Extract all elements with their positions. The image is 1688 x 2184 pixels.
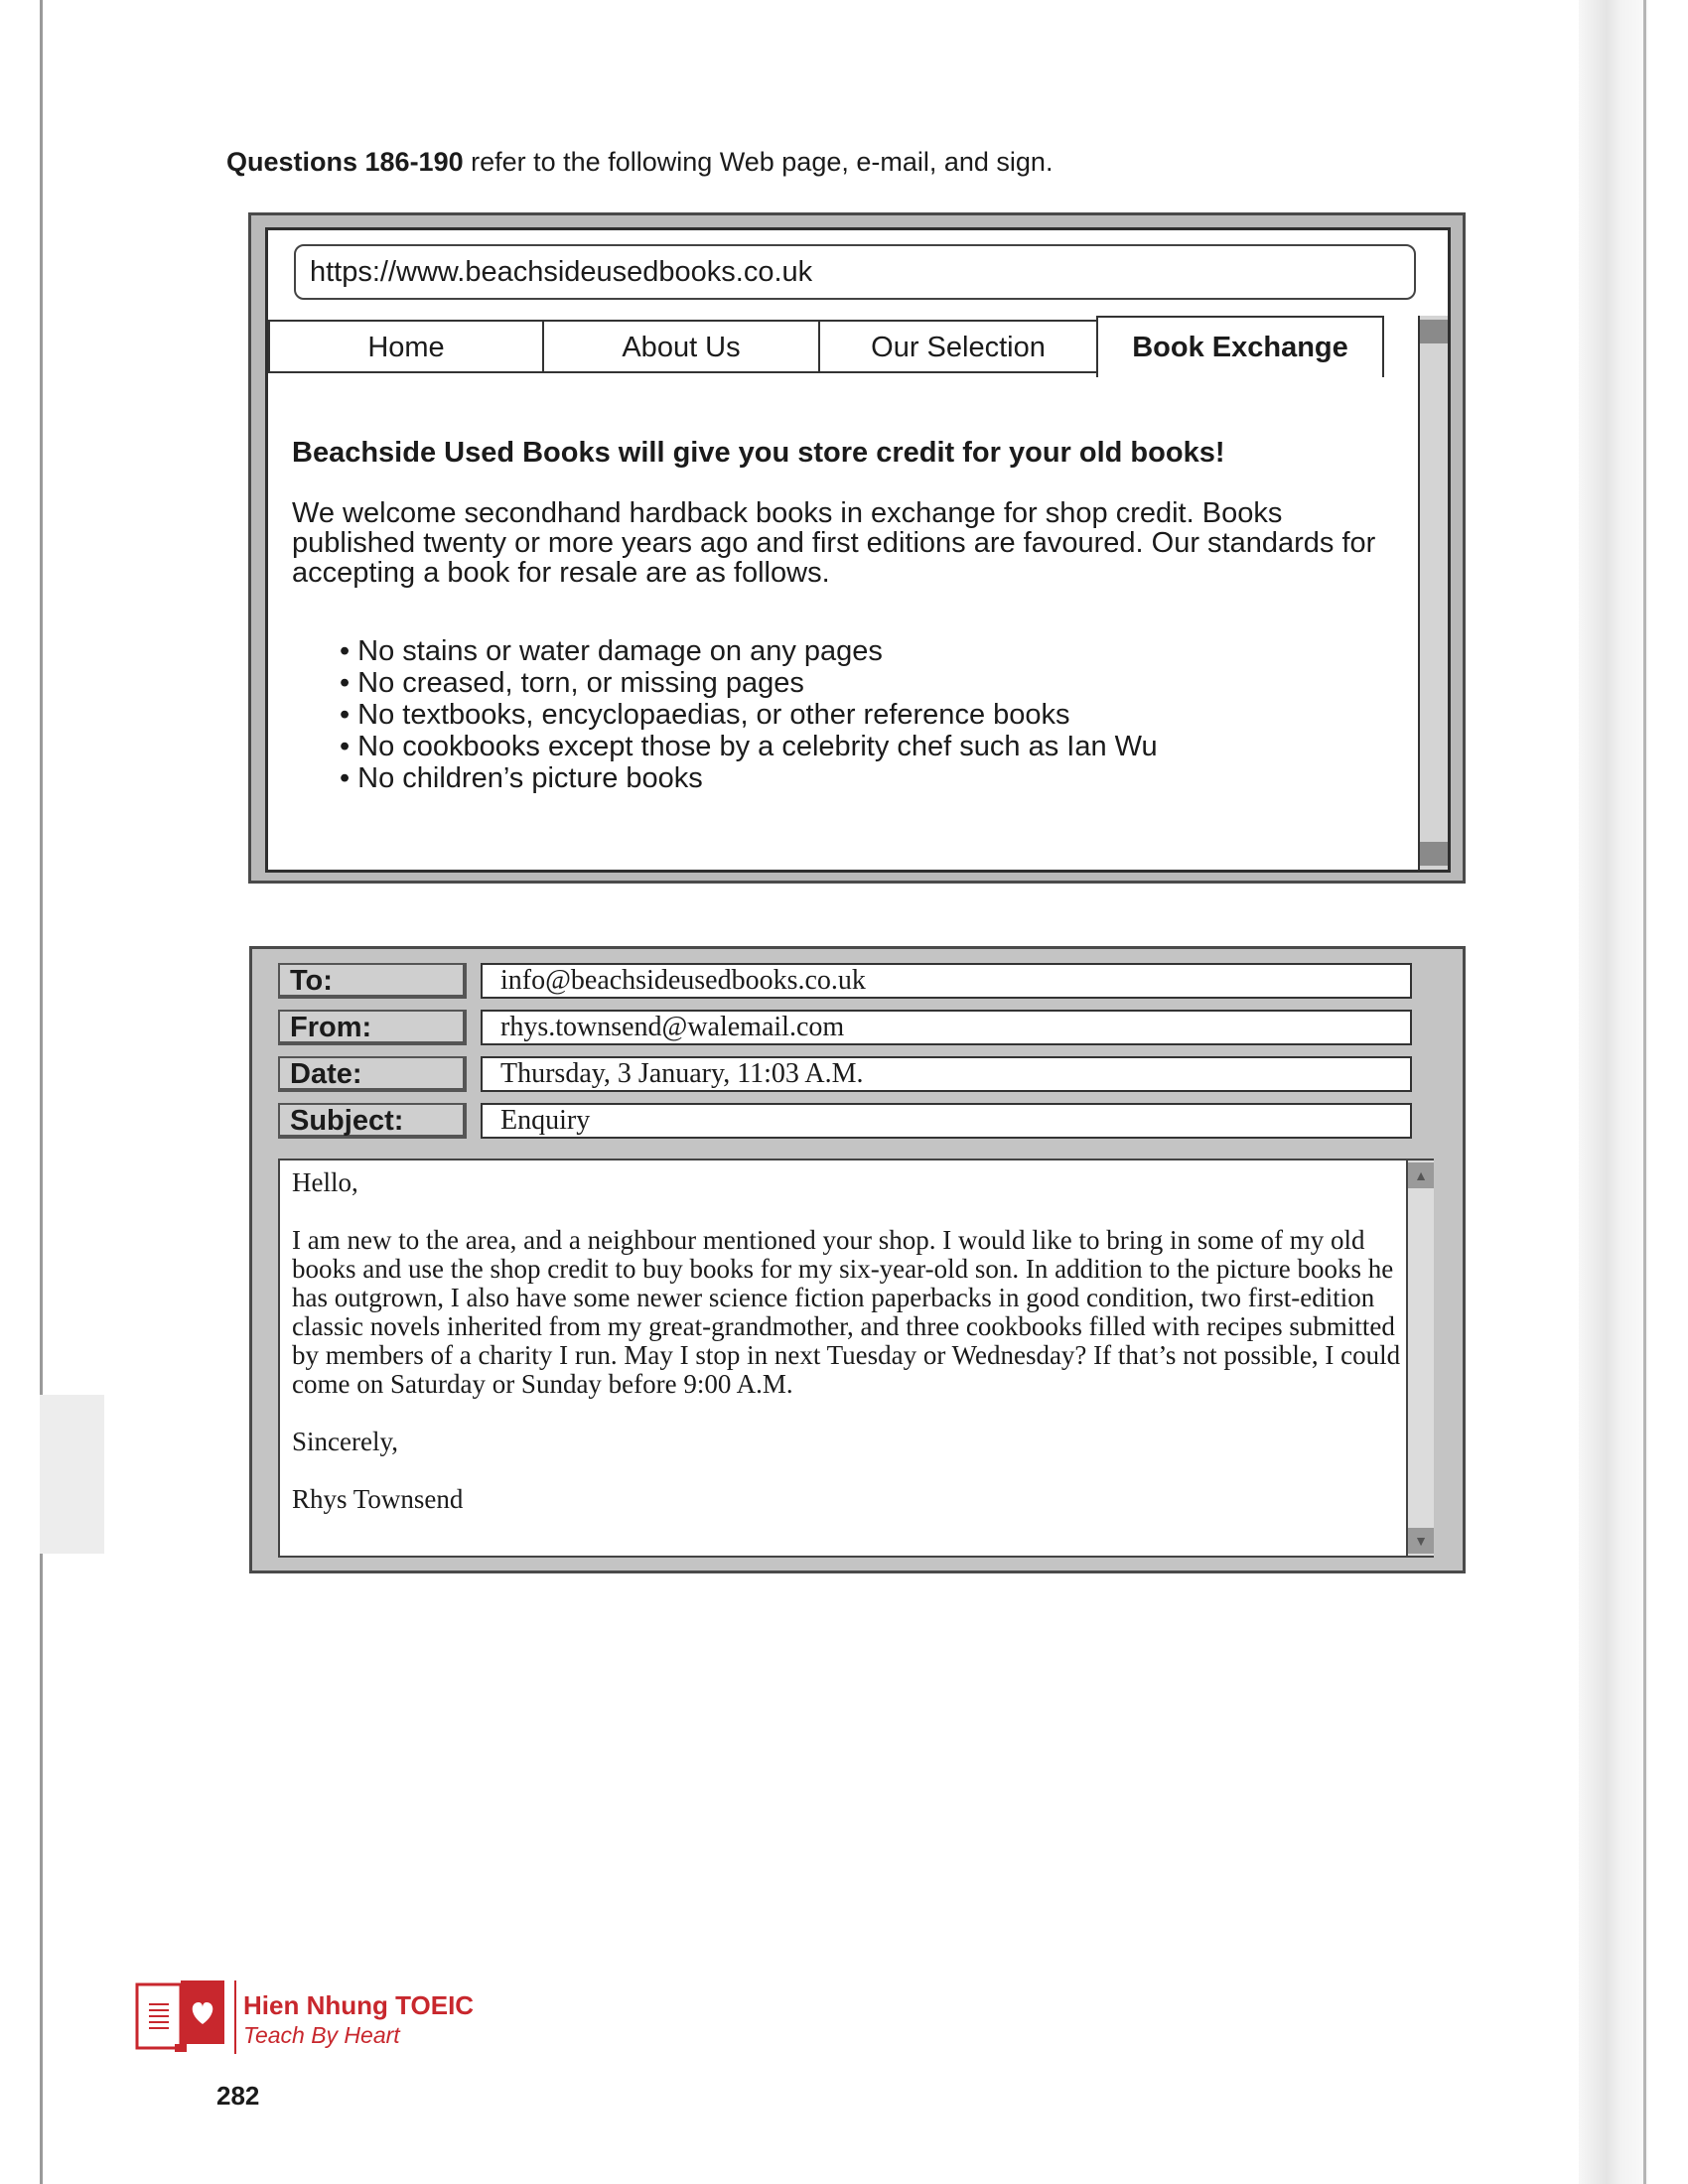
page-right-edge (1579, 0, 1648, 2184)
email-scrollbar[interactable] (1406, 1160, 1434, 1556)
page-number: 282 (216, 2081, 260, 2111)
scrollbar-top-thumb[interactable] (1420, 320, 1448, 343)
list-item: • No children’s picture books (340, 762, 1158, 794)
questions-intro-text: refer to the following Web page, e-mail, and sign. (463, 147, 1054, 177)
logo-divider (234, 1980, 236, 2054)
tab-about-us[interactable]: About Us (542, 320, 820, 373)
list-item: • No creased, torn, or missing pages (340, 667, 1158, 699)
acceptance-standards-list (340, 635, 1158, 794)
from-label: From: (278, 1010, 467, 1045)
email-message (292, 1168, 1404, 1543)
web-page-viewport (265, 227, 1451, 873)
date-field[interactable]: Thursday, 3 January, 11:03 A.M. (481, 1056, 1412, 1092)
list-item: • No textbooks, encyclopaedias, or other reference books (340, 699, 1158, 731)
web-page-body: We welcome secondhand hardback books in exchange for shop credit. Books published twenty or more years ago and first editions are favoured. Our standards for accepting a book for resale are as follows. (292, 497, 1376, 589)
email-greeting: Hello, (292, 1167, 358, 1197)
scroll-up-icon[interactable]: ▲ (1408, 1162, 1434, 1188)
web-page-scrollbar[interactable] (1418, 316, 1448, 870)
to-field[interactable]: info@beachsideusedbooks.co.uk (481, 963, 1412, 999)
brand-name: Hien Nhung TOEIC (243, 1990, 475, 2020)
page-left-shade (40, 1395, 104, 1554)
email-signature: Rhys Townsend (292, 1484, 464, 1514)
tab-home[interactable]: Home (268, 320, 544, 373)
brand-tagline: Teach By Heart (243, 2022, 400, 2048)
list-item: • No cookbooks except those by a celebrity chef such as Ian Wu (340, 731, 1158, 762)
subject-field[interactable]: Enquiry (481, 1103, 1412, 1139)
tab-book-exchange[interactable]: Book Exchange (1096, 316, 1384, 377)
to-label: To: (278, 963, 467, 999)
questions-intro (226, 147, 1053, 178)
email-paragraph: I am new to the area, and a neighbour mentioned your shop. I would like to bring in some of my old books and use the shop credit to buy books for my six-year-old son. In addition to the picture books he has outgrown, I also have some newer science fiction paperbacks in good condition, two first-edition classic novels inherited from my great-grandmother, and three cookbooks filled with recipes submitted by members of a charity I run. May I stop in next Tuesday or Wednesday? If that’s not possible, I could come on Saturday or Sunday before 9:00 A.M. (292, 1225, 1401, 1399)
questions-range: Questions 186-190 (226, 147, 464, 177)
email-closing: Sincerely, (292, 1427, 398, 1456)
subject-label: Subject: (278, 1103, 467, 1139)
book-heart-logo-icon (135, 1980, 226, 2054)
email-body[interactable] (278, 1159, 1434, 1558)
scroll-down-icon[interactable]: ▼ (1408, 1528, 1434, 1554)
url-bar[interactable]: https://www.beachsideusedbooks.co.uk (294, 244, 1416, 300)
web-page-heading: Beachside Used Books will give you store credit for your old books! (292, 437, 1225, 469)
scrollbar-bottom-thumb[interactable] (1420, 842, 1448, 866)
tab-our-selection[interactable]: Our Selection (818, 320, 1098, 373)
date-label: Date: (278, 1056, 467, 1092)
list-item: • No stains or water damage on any pages (340, 635, 1158, 667)
email-window (249, 946, 1466, 1573)
page-binding-edge (40, 0, 43, 2184)
page-right-edge-line (1643, 0, 1646, 2184)
web-page-window (248, 212, 1466, 884)
site-nav-tabs (268, 320, 1420, 377)
from-field[interactable]: rhys.townsend@walemail.com (481, 1010, 1412, 1045)
